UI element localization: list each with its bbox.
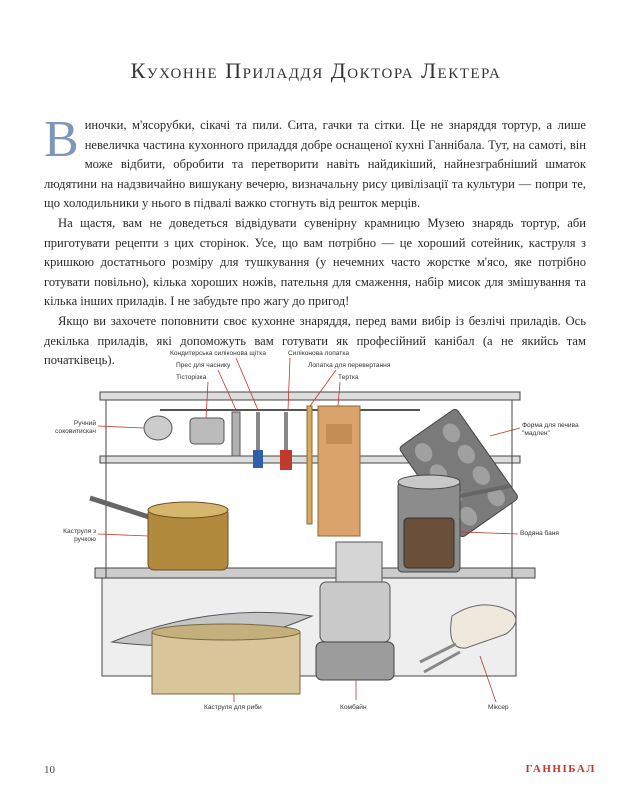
label-mixer: Міксер [488, 704, 509, 711]
label-turner: Лопатка для перевертання [308, 362, 391, 369]
juicer-drawing [144, 416, 172, 440]
kitchen-tools-illustration [40, 346, 592, 720]
paragraph-1 [44, 111, 586, 214]
page-number: 10 [44, 764, 55, 776]
label-brush: Кондитерська силіконова щітка [170, 350, 266, 357]
label-garlic-press: Прес для часнику [176, 362, 231, 369]
running-footer-brand: ГАННІБАЛ [525, 763, 596, 775]
body-text [44, 111, 586, 371]
paragraph-1-text: иночки, м'ясорубки, сікачі та пили. Сита, гачки та сітки. Це не знаряддя тортур, а лише невеличка частина кухонного приладдя добре оснащеної кухні Ганнібала. Тут, на самоті, він може відбити, обробити та перетворити навіть найдикіший, найнезграбніший шматок людятини на надзвичайно вишукану вечерю, визначальну рису цивілізації та культури — попри те, що холодильники у нього в підвалі важко стогнуть від решток мерців. [44, 118, 586, 211]
paragraph-2: На щастя, вам не доведеться відвідувати сувенірну крамницю Музею знарядь тортур, аби приготувати рецепти з цих сторінок. Усе, що вам потрібно — це хороший сотейник, каструля з кришкою достатнього розміру для тушкування (у нечемних часто жорстке м'ясо, яке потрібно готувати повільно), кілька хороших ножів, пательня для смаження, набір мисок для змішування та кілька інших приладів. І не забудьте про жагу до пригод! [44, 215, 586, 309]
label-madeleine: Форма для печива "мадлен" [522, 422, 579, 437]
label-bain-marie: Водяна баня [520, 530, 559, 537]
label-spatula: Силіконова лопатка [288, 350, 350, 357]
kitchen-shelf-drawing [40, 346, 592, 720]
page-title: Кухонне Приладдя Доктора Лектера [130, 58, 502, 83]
paragraph-3: Якщо ви захочете поповнити своє кухонне знаряддя, перед вами вибір із безлічі приладів. Ось декілька приладів, які допоможуть вам готувати як професійний канібал (а не якийсь там початківець). [44, 313, 586, 368]
label-juicer: Ручний соковитискач [55, 420, 96, 435]
label-grater: Тертка [338, 374, 359, 381]
drop-cap: В [44, 111, 79, 168]
label-food-processor: Комбайн [340, 704, 367, 711]
label-fish-kettle: Каструля для риби [204, 704, 262, 711]
label-pastry-cutter: Тісторізка [176, 374, 207, 381]
label-saucepan: Каструля з ручкою [63, 528, 96, 543]
